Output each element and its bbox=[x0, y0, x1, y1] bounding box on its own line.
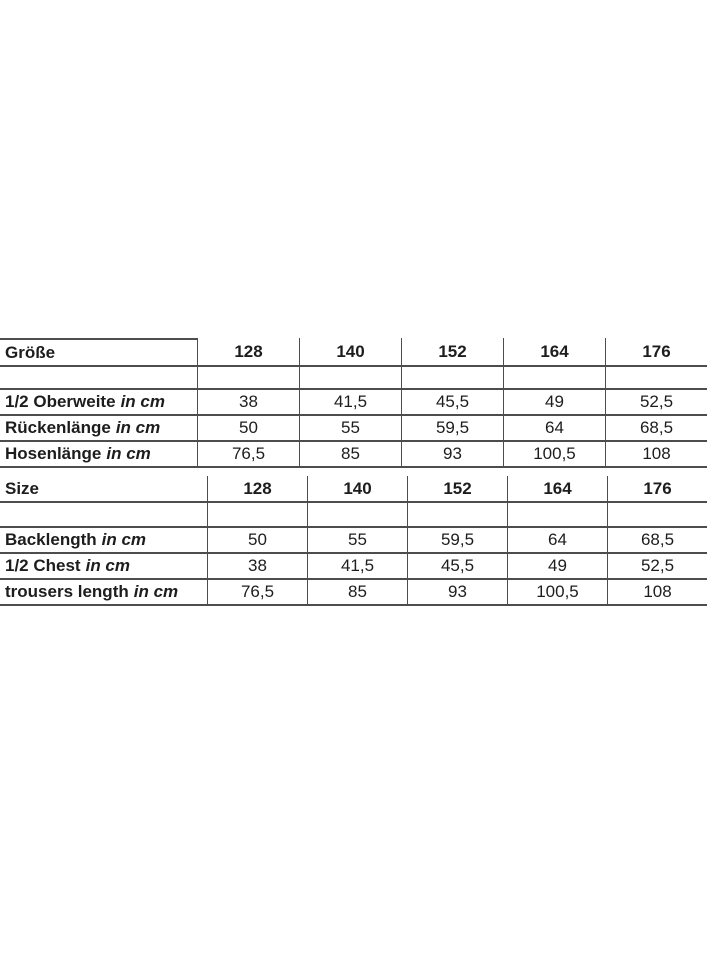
column-header: 128 bbox=[207, 476, 307, 501]
table-row bbox=[0, 442, 707, 468]
cell-value: 85 bbox=[307, 580, 407, 604]
table-row bbox=[0, 580, 707, 606]
spacer-cell bbox=[0, 367, 197, 388]
row-label bbox=[0, 580, 207, 604]
cell-value: 52,5 bbox=[607, 554, 707, 578]
spacer-cell bbox=[307, 503, 407, 526]
cell-value: 55 bbox=[299, 416, 401, 440]
table-row bbox=[0, 528, 707, 554]
cell-value: 108 bbox=[607, 580, 707, 604]
spacer-cell bbox=[407, 503, 507, 526]
spacer-cell bbox=[299, 367, 401, 388]
cell-value: 49 bbox=[503, 390, 605, 414]
table-gap bbox=[0, 468, 707, 476]
cell-value: 50 bbox=[207, 528, 307, 552]
row-label bbox=[0, 416, 197, 440]
cell-value: 59,5 bbox=[407, 528, 507, 552]
measurement-name: 1/2 Chest bbox=[5, 556, 81, 575]
row-label bbox=[0, 554, 207, 578]
spacer-cell bbox=[0, 503, 207, 526]
measurement-unit: in cm bbox=[133, 582, 179, 601]
spacer-row bbox=[0, 367, 707, 390]
table-row bbox=[0, 554, 707, 580]
spacer-cell bbox=[503, 367, 605, 388]
spacer-cell bbox=[401, 367, 503, 388]
cell-value: 38 bbox=[197, 390, 299, 414]
size-table-german bbox=[0, 338, 707, 468]
column-header: 152 bbox=[407, 476, 507, 501]
spacer-cell bbox=[197, 367, 299, 388]
cell-value: 100,5 bbox=[503, 442, 605, 466]
cell-value: 41,5 bbox=[307, 554, 407, 578]
measurement-name: Hosenlänge bbox=[5, 444, 102, 463]
cell-value: 38 bbox=[207, 554, 307, 578]
table-row bbox=[0, 416, 707, 442]
measurement-unit: in cm bbox=[101, 530, 147, 549]
cell-value: 76,5 bbox=[197, 442, 299, 466]
cell-value: 108 bbox=[605, 442, 707, 466]
header-row bbox=[0, 338, 707, 367]
measurement-name: Rückenlänge bbox=[5, 418, 111, 437]
spacer-row bbox=[0, 503, 707, 528]
cell-value: 64 bbox=[507, 528, 607, 552]
size-chart bbox=[0, 338, 707, 606]
cell-value: 55 bbox=[307, 528, 407, 552]
column-header: 164 bbox=[503, 338, 605, 365]
size-table-english bbox=[0, 476, 707, 606]
column-header: 164 bbox=[507, 476, 607, 501]
cell-value: 64 bbox=[503, 416, 605, 440]
column-header: 152 bbox=[401, 338, 503, 365]
cell-value: 93 bbox=[401, 442, 503, 466]
cell-value: 76,5 bbox=[207, 580, 307, 604]
column-header: 140 bbox=[307, 476, 407, 501]
cell-value: 45,5 bbox=[401, 390, 503, 414]
spacer-cell bbox=[207, 503, 307, 526]
measurement-unit: in cm bbox=[106, 444, 151, 463]
column-header: 176 bbox=[607, 476, 707, 501]
cell-value: 100,5 bbox=[507, 580, 607, 604]
cell-value: 41,5 bbox=[299, 390, 401, 414]
cell-value: 68,5 bbox=[607, 528, 707, 552]
header-row bbox=[0, 476, 707, 503]
cell-value: 59,5 bbox=[401, 416, 503, 440]
cell-value: 68,5 bbox=[605, 416, 707, 440]
measurement-name: trousers length bbox=[5, 582, 129, 601]
column-header: 140 bbox=[299, 338, 401, 365]
measurement-name: 1/2 Oberweite bbox=[5, 392, 116, 411]
cell-value: 85 bbox=[299, 442, 401, 466]
measurement-unit: in cm bbox=[85, 556, 130, 575]
row-label bbox=[0, 442, 197, 466]
spacer-cell bbox=[607, 503, 707, 526]
row-label bbox=[0, 390, 197, 414]
table-row bbox=[0, 390, 707, 416]
cell-value: 52,5 bbox=[605, 390, 707, 414]
row-label bbox=[0, 528, 207, 552]
cell-value: 93 bbox=[407, 580, 507, 604]
table-title-size: Size bbox=[5, 478, 40, 498]
spacer-cell bbox=[507, 503, 607, 526]
spacer-cell bbox=[605, 367, 707, 388]
cell-value: 50 bbox=[197, 416, 299, 440]
measurement-unit: in cm bbox=[115, 418, 161, 437]
measurement-name: Backlength bbox=[5, 530, 97, 549]
cell-value: 45,5 bbox=[407, 554, 507, 578]
measurement-unit: in cm bbox=[120, 392, 165, 411]
cell-value: 49 bbox=[507, 554, 607, 578]
column-header: 176 bbox=[605, 338, 707, 365]
table-title-groesse: Größe bbox=[0, 338, 197, 365]
column-header: 128 bbox=[197, 338, 299, 365]
